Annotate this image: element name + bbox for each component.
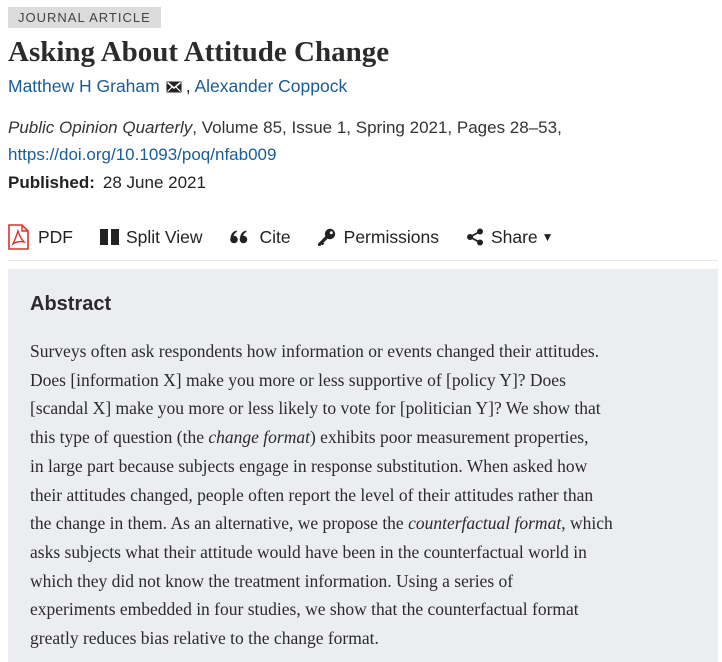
cite-label: Cite: [259, 226, 291, 247]
abstract-line: Does [information X] make you more or less supportive of [policy Y]? Does: [30, 369, 566, 390]
cite-button[interactable]: [230, 227, 291, 248]
share-button[interactable]: [466, 227, 554, 248]
mail-icon[interactable]: [166, 81, 182, 93]
abstract-line: [scandal X] make you more or less likely to vote for [politician Y]? We show that: [30, 398, 601, 419]
share-label: Share: [490, 226, 538, 247]
author-link-graham[interactable]: Matthew H Graham: [8, 76, 160, 96]
pdf-button[interactable]: [8, 224, 73, 250]
abstract-line: in large part because subjects engage in response substitution. When asked how: [30, 455, 588, 476]
toolbar-divider: [8, 260, 718, 261]
abstract-section: [8, 269, 718, 662]
journal-name: Public Opinion Quarterly: [8, 118, 193, 137]
citation-line: [8, 115, 562, 141]
permissions-label: Permissions: [343, 226, 439, 247]
published-line: [8, 170, 206, 196]
split-view-icon: [100, 229, 119, 245]
term-change-format: change format: [208, 427, 310, 448]
author-separator: ,: [185, 76, 191, 96]
abstract-line: [30, 423, 705, 452]
citation-details: , Volume 85, Issue 1, Spring 2021, Pages 28–53,: [192, 118, 562, 137]
article-type-tag: JOURNAL ARTICLE: [8, 7, 161, 28]
pdf-icon: [8, 224, 29, 250]
split-view-label: Split View: [126, 226, 203, 247]
abstract-text-segment: , which: [561, 513, 613, 534]
doi-link[interactable]: https://doi.org/10.1093/poq/nfab009: [8, 145, 277, 164]
abstract-text-segment: the change in them. As an alternative, we propose the: [30, 513, 409, 534]
share-icon: [466, 228, 484, 246]
abstract-line: their attitudes changed, people often report the level of their attitudes rather than: [30, 484, 594, 505]
abstract-line: experiments embedded in four studies, we show that the counterfactual format: [30, 599, 579, 620]
abstract-line: asks subjects what their attitude would have been in the counterfactual world in: [30, 541, 587, 562]
caret-down-icon: ▼: [541, 230, 554, 244]
article-toolbar: [8, 222, 554, 252]
abstract-line: [30, 509, 705, 538]
author-link-coppock[interactable]: Alexander Coppock: [194, 76, 348, 96]
permissions-button[interactable]: [318, 227, 439, 248]
abstract-text-segment: ) exhibits poor measurement properties,: [309, 427, 589, 448]
key-icon: [318, 228, 336, 246]
author-list: [8, 74, 347, 98]
abstract-heading: Abstract: [30, 293, 112, 315]
term-counterfactual-format: counterfactual format: [408, 513, 562, 534]
abstract-text-segment: this type of question (the: [30, 427, 209, 448]
published-label: Published:: [8, 173, 95, 192]
abstract-body: [30, 337, 705, 653]
abstract-line: greatly reduces bias relative to the change format.: [30, 628, 379, 649]
abstract-line: which they did not know the treatment information. Using a series of: [30, 570, 514, 591]
abstract-line: Surveys often ask respondents how information or events changed their attitudes.: [30, 341, 600, 361]
published-date: 28 June 2021: [102, 173, 206, 192]
pdf-label: PDF: [38, 226, 73, 247]
split-view-button[interactable]: [100, 227, 203, 248]
quote-icon: [230, 230, 248, 244]
article-title: Asking About Attitude Change: [8, 36, 390, 68]
